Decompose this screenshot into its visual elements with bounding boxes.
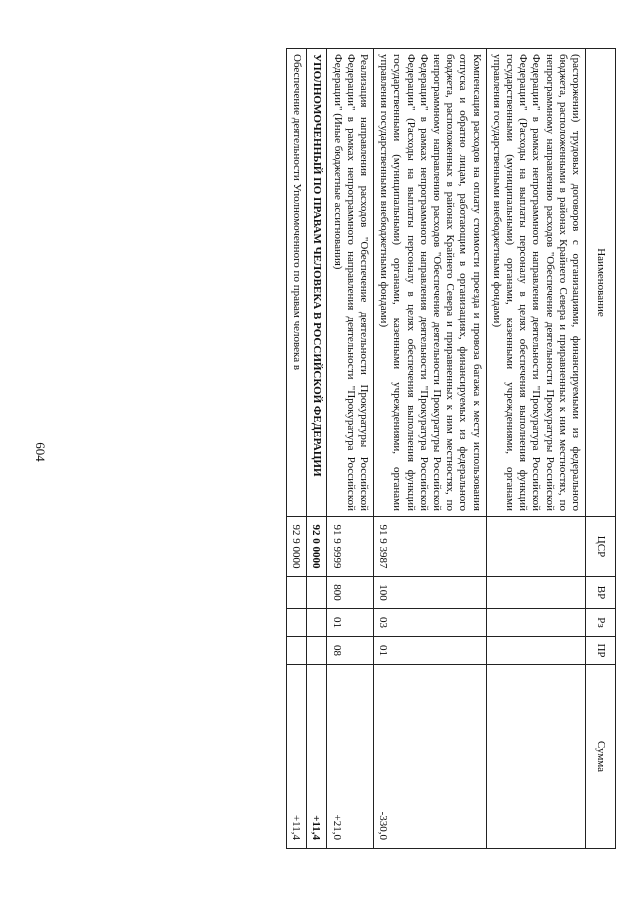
header-name: Наименование bbox=[586, 49, 616, 517]
row-csr: 92 0 0000 bbox=[307, 517, 327, 577]
row-rz bbox=[286, 609, 306, 637]
row-name: Обеспечение деятельности Уполномоченного по правам человека в bbox=[286, 49, 306, 517]
table-row bbox=[373, 49, 486, 849]
row-name: (расторжении) трудовых договоров с организациями, финансируемыми из федерального бюджета, расположенными в районах Крайнего Севера и приравненных к ним местностях, по непрограммному направлению расходов "Обеспечение деятельности Прокуратуры Российской Федерации" в рамках непрограммного направления деятельности "Прокуратура Российской Федерации" (Расходы на выплаты персоналу в целях обеспечения выполнения функций государственными (муниципальными) органами, казенными учреждениями, органами управления государственными внебюджетными фондами) bbox=[486, 49, 585, 517]
row-name: Реализация направления расходов "Обеспечение деятельности Прокуратуры Российской Федерации" в рамках непрограммного направления деятельности "Прокуратура Российской Федерации" (Иные бюджетные ассигнования) bbox=[327, 49, 374, 517]
budget-table-sheet bbox=[56, 48, 616, 848]
row-pr bbox=[307, 637, 327, 665]
row-csr: 92 9 0000 bbox=[286, 517, 306, 577]
row-csr bbox=[486, 517, 585, 577]
row-vr bbox=[486, 577, 585, 609]
table-row bbox=[307, 49, 327, 849]
row-rz: 01 bbox=[327, 609, 374, 637]
row-rz bbox=[486, 609, 585, 637]
row-rz bbox=[307, 609, 327, 637]
table-header-row bbox=[586, 49, 616, 849]
row-vr bbox=[307, 577, 327, 609]
budget-table bbox=[286, 48, 616, 849]
table-row bbox=[286, 49, 306, 849]
row-sum bbox=[486, 665, 585, 849]
row-vr: 100 bbox=[373, 577, 486, 609]
row-vr: 800 bbox=[327, 577, 374, 609]
row-sum: +11,4 bbox=[307, 665, 327, 849]
row-rz: 03 bbox=[373, 609, 486, 637]
table-row bbox=[486, 49, 585, 849]
row-name: Компенсация расходов на оплату стоимости проезда и провоза багажа к месту использования отпуска и обратно лицам, работающим в организациях, финансируемых из федерального бюджета, расположенных в районах Крайнего Севера и приравненных к ним местностях, по непрограммному направлению расходов "Обеспечение деятельности Прокуратуры Российской Федерации" в рамках непрограммного направления деятельности "Прокуратура Российской Федерации" (Расходы на выплаты персоналу в целях обеспечения выполнения функций государственными (муниципальными) органами, казенными учреждениями, органами управления государственными внебюджетными фондами) bbox=[373, 49, 486, 517]
row-pr: 01 bbox=[373, 637, 486, 665]
header-pr: ПР bbox=[586, 637, 616, 665]
row-csr: 91 9 9999 bbox=[327, 517, 374, 577]
header-csr: ЦСР bbox=[586, 517, 616, 577]
page-number: 604 bbox=[33, 442, 48, 462]
row-sum: -330,0 bbox=[373, 665, 486, 849]
header-sum: Сумма bbox=[586, 665, 616, 849]
row-pr bbox=[486, 637, 585, 665]
row-name: УПОЛНОМОЧЕННЫЙ ПО ПРАВАМ ЧЕЛОВЕКА В РОССИЙСКОЙ ФЕДЕРАЦИИ bbox=[307, 49, 327, 517]
row-pr bbox=[286, 637, 306, 665]
row-sum: +21,0 bbox=[327, 665, 374, 849]
row-csr: 91 9 3987 bbox=[373, 517, 486, 577]
header-vr: ВР bbox=[586, 577, 616, 609]
row-vr bbox=[286, 577, 306, 609]
row-pr: 08 bbox=[327, 637, 374, 665]
row-sum: +11,4 bbox=[286, 665, 306, 849]
header-rz: Рз bbox=[586, 609, 616, 637]
table-row bbox=[327, 49, 374, 849]
